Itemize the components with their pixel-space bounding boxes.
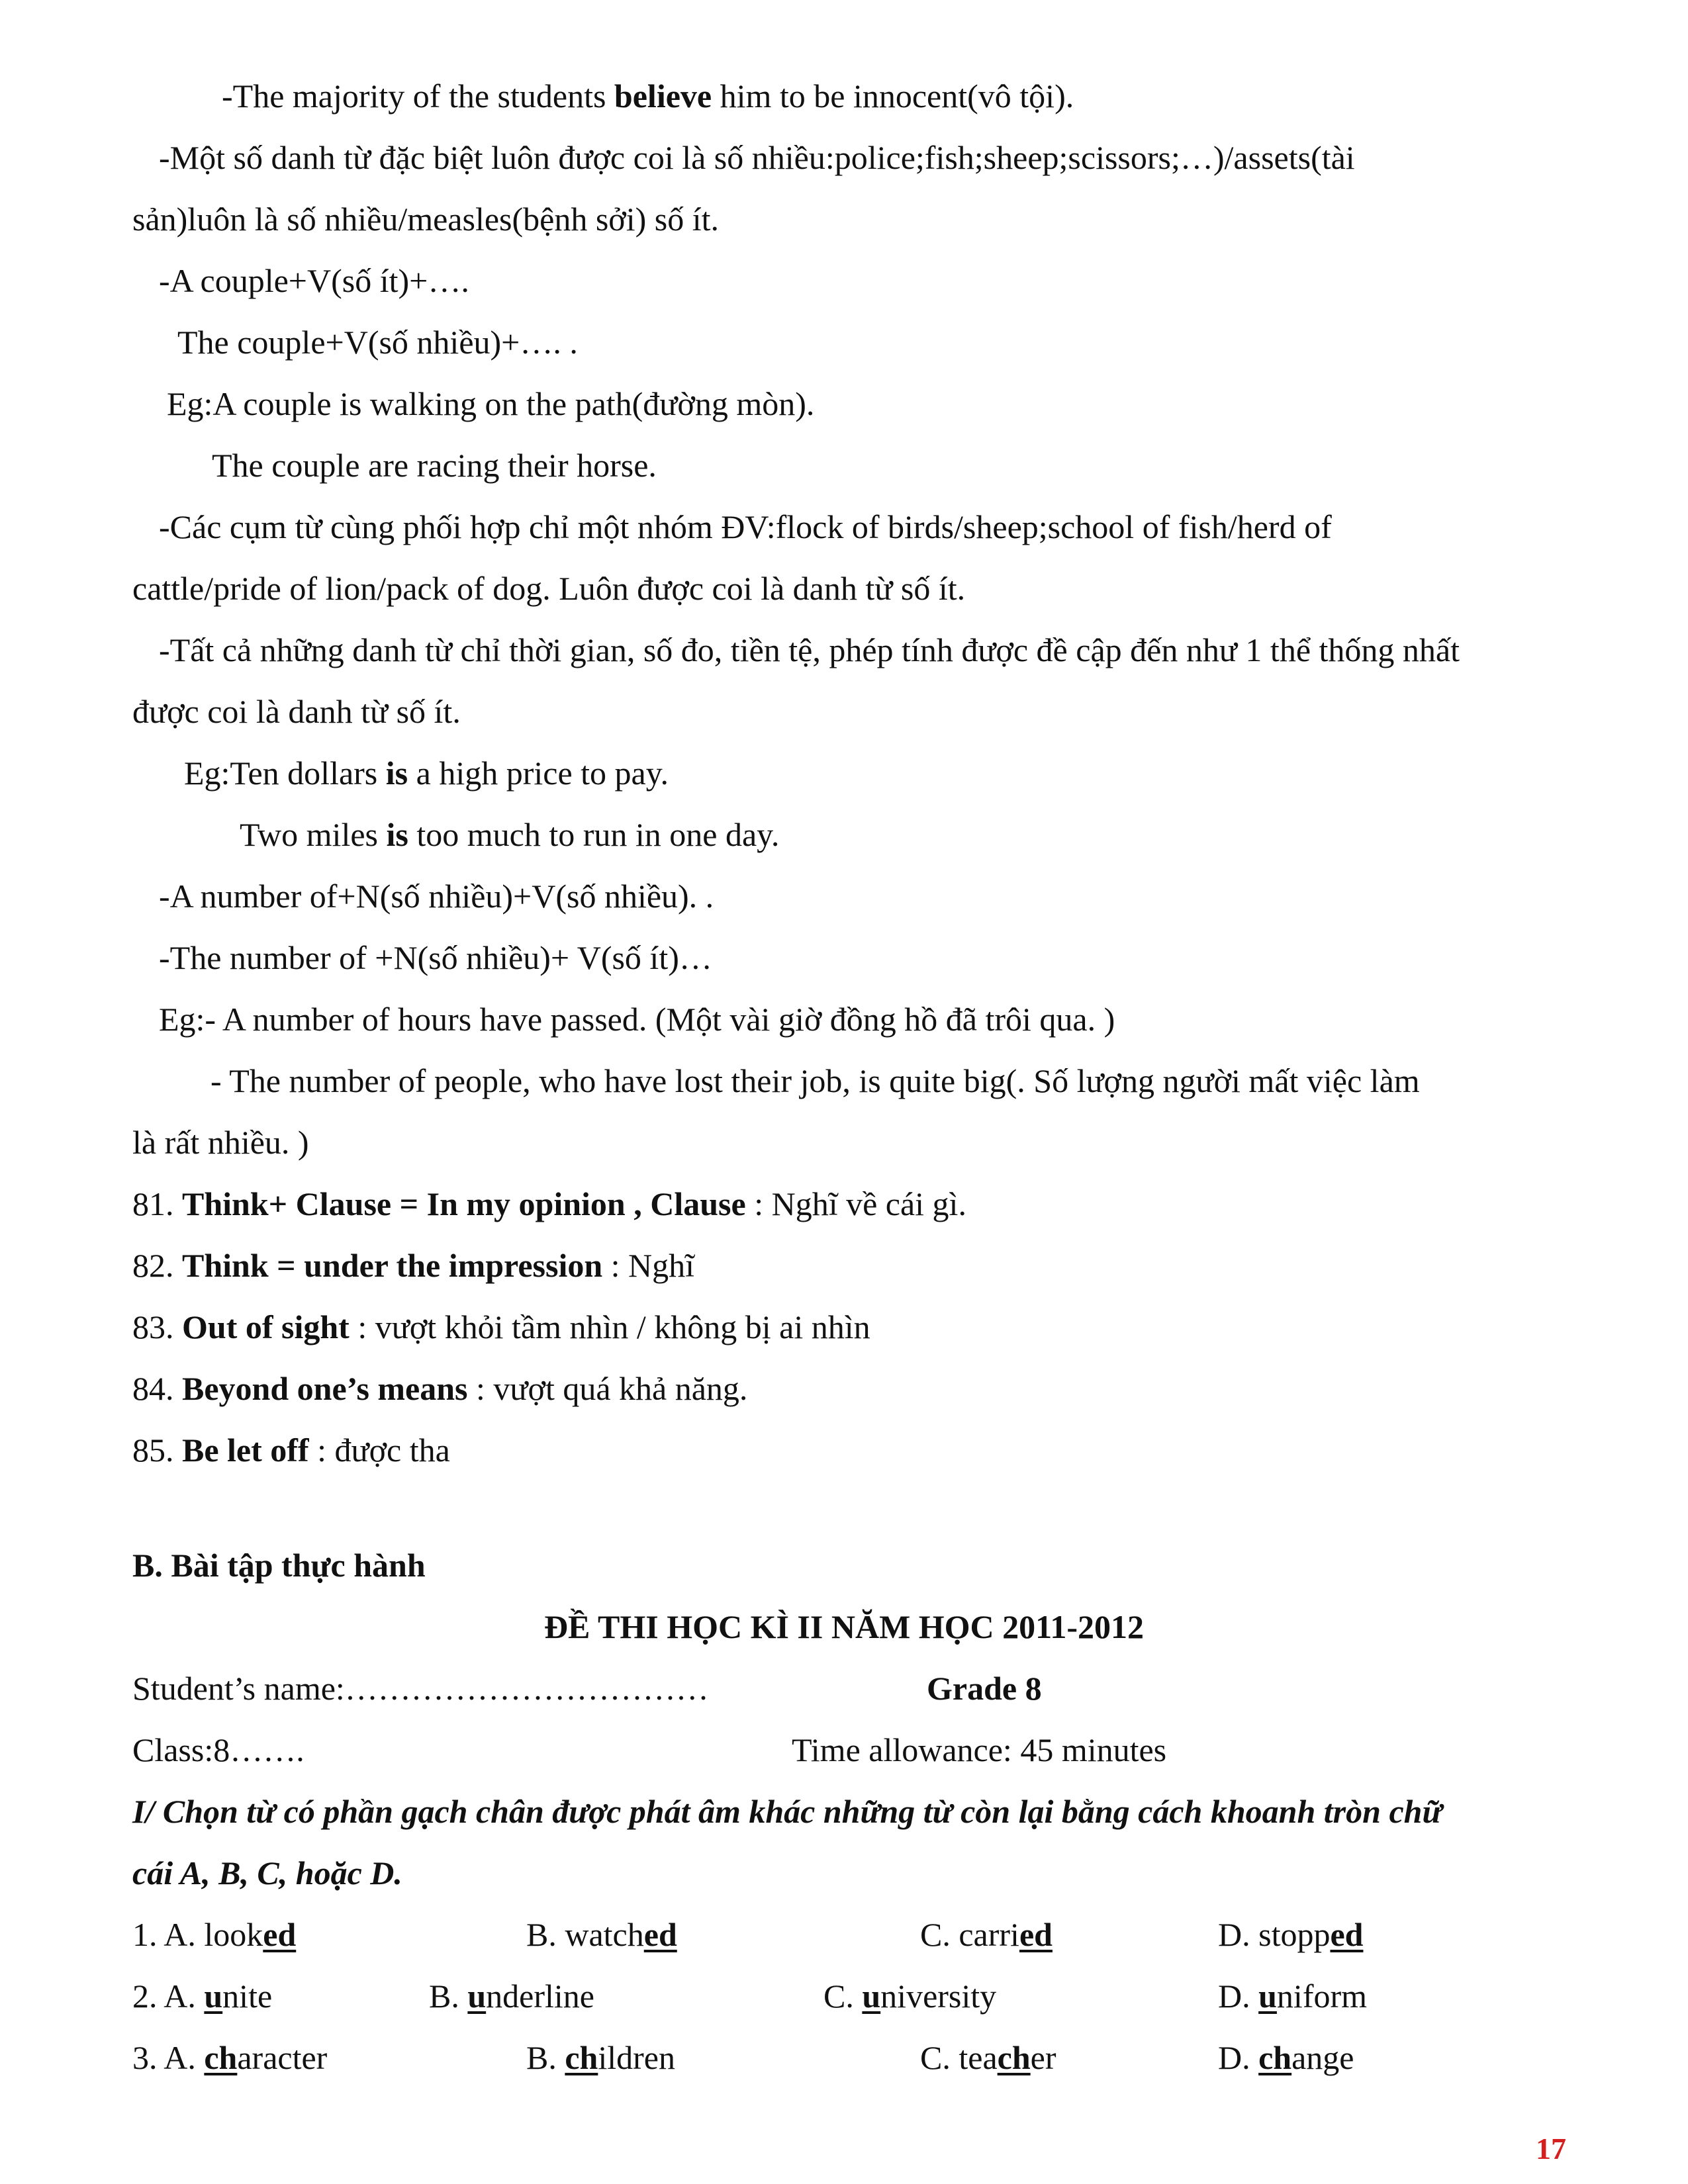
option-letter: D.: [1218, 1916, 1259, 1953]
word-part: niversity: [880, 1978, 997, 2015]
student-name-label: Student’s name:……………………………: [132, 1670, 709, 1707]
note-line-3: sản)luôn là số nhiều/measles(bệnh sởi) số ít.: [132, 201, 720, 238]
note-line-4: -A couple+V(số ít)+….: [159, 262, 469, 299]
instruction-line-1: I/ Chọn từ có phần gạch chân được phát âm khác những từ còn lại bằng cách khoanh tròn chữ: [132, 1793, 1442, 1830]
item-meaning: : vượt quá khả năng.: [467, 1370, 748, 1407]
underlined-sound: u: [204, 1978, 223, 2015]
item-term: Beyond one’s means: [182, 1370, 468, 1407]
note-line-5: The couple+V(số nhiều)+…. .: [177, 324, 578, 361]
word-part: nite: [222, 1978, 273, 2015]
item-meaning: : Nghĩ về cái gì.: [745, 1185, 966, 1222]
item-meaning: : vượt khỏi tầm nhìn / không bị ai nhìn: [349, 1308, 870, 1345]
note-line-8: -Các cụm từ cùng phối hợp chỉ một nhóm ĐV:flock of birds/sheep;school of fish/herd of: [159, 508, 1332, 545]
item-number: 83.: [132, 1308, 182, 1345]
word-part: ildren: [598, 2039, 675, 2076]
note-line-15: -The number of +N(số nhiều)+ V(số ít)…: [159, 939, 712, 976]
note-bold: is: [386, 816, 408, 853]
note-line-12: [184, 753, 669, 793]
word-part: nderline: [486, 1978, 594, 2015]
question-1-option-c: [920, 1915, 1053, 1954]
note-line-2: -Một số danh từ đặc biệt luôn được coi là số nhiều:police;fish;sheep;scissors;…)/assets(tài: [159, 139, 1355, 176]
option-letter: D.: [1218, 2039, 1259, 2076]
question-2-option-d: [1218, 1976, 1367, 2016]
question-number: 3. A.: [132, 2039, 205, 2076]
item-number: 85.: [132, 1432, 182, 1469]
option-letter: C.: [823, 1978, 863, 2015]
note-bold: is: [385, 754, 408, 792]
underlined-sound: u: [467, 1978, 487, 2015]
time-allowance: Time allowance: 45 minutes: [792, 1731, 1167, 1768]
option-letter: B.: [526, 1916, 565, 1953]
word-part: aracter: [237, 2039, 328, 2076]
instruction-line-2: cái A, B, C, hoặc D.: [132, 1854, 402, 1891]
note-line-14: -A number of+N(số nhiều)+V(số nhiều). .: [159, 878, 714, 915]
option-letter: C.: [920, 2039, 959, 2076]
word-part: look: [204, 1916, 263, 1953]
item-83: [132, 1307, 870, 1347]
note-line-17: - The number of people, who have lost their job, is quite big(. Số lượng người mất việc làm: [211, 1062, 1420, 1099]
question-2-option-a: [132, 1976, 272, 2016]
question-number: 2. A.: [132, 1978, 205, 2015]
note-text: a high price to pay.: [408, 754, 669, 792]
underlined-sound: ch: [997, 2039, 1031, 2076]
underlined-sound: u: [862, 1978, 881, 2015]
word-part: stopp: [1258, 1916, 1331, 1953]
question-3-option-b: [526, 2038, 675, 2077]
option-letter: B.: [526, 2039, 565, 2076]
word-part: niform: [1276, 1978, 1368, 2015]
item-term: Be let off: [182, 1432, 309, 1469]
word-part: tea: [959, 2039, 998, 2076]
class-label: Class:8…….: [132, 1731, 305, 1768]
underlined-sound: ed: [1019, 1916, 1053, 1953]
question-3-option-a: [132, 2038, 327, 2077]
note-line-13: [240, 815, 779, 854]
note-line-6: Eg:A couple is walking on the path(đường mòn).: [167, 385, 815, 422]
option-letter: B.: [429, 1978, 468, 2015]
note-text: Two miles: [240, 816, 387, 853]
item-meaning: : Nghĩ: [602, 1247, 695, 1284]
note-text: -The majority of the students: [222, 77, 614, 114]
option-letter: D.: [1218, 1978, 1259, 2015]
word-part: watch: [565, 1916, 644, 1953]
item-81: [132, 1184, 966, 1224]
question-3-option-d: [1218, 2038, 1354, 2077]
item-term: Out of sight: [182, 1308, 350, 1345]
question-2-option-c: [823, 1976, 996, 2016]
note-line-1: [222, 76, 1074, 116]
question-1-option-b: [526, 1915, 677, 1954]
section-heading: B. Bài tập thực hành: [132, 1547, 426, 1584]
underlined-sound: ed: [1330, 1916, 1364, 1953]
note-line-7: The couple are racing their horse.: [212, 447, 657, 484]
page-number: 17: [1536, 2132, 1566, 2165]
note-text: him to be innocent(vô tội).: [712, 77, 1074, 114]
underlined-sound: ch: [565, 2039, 598, 2076]
underlined-sound: ch: [204, 2039, 238, 2076]
item-number: 84.: [132, 1370, 182, 1407]
note-line-10: -Tất cả những danh từ chỉ thời gian, số đo, tiền tệ, phép tính được đề cập đến như 1 thể thống nhất: [159, 631, 1460, 668]
item-term: Think+ Clause = In my opinion , Clause: [182, 1185, 746, 1222]
question-2-option-b: [429, 1976, 594, 2016]
note-line-9: cattle/pride of lion/pack of dog. Luôn được coi là danh từ số ít.: [132, 570, 966, 607]
note-line-16: Eg:- A number of hours have passed. (Một vài giờ đồng hồ đã trôi qua. ): [159, 1001, 1115, 1038]
exam-title: ĐỀ THI HỌC KÌ II NĂM HỌC 2011-2012: [543, 1608, 1145, 1645]
note-text: Eg:Ten dollars: [184, 754, 386, 792]
item-84: [132, 1369, 747, 1408]
note-line-18: là rất nhiều. ): [132, 1124, 309, 1161]
underlined-sound: ch: [1258, 2039, 1292, 2076]
question-number: 1. A.: [132, 1916, 205, 1953]
item-meaning: : được tha: [308, 1432, 450, 1469]
item-term: Think = under the impression: [182, 1247, 603, 1284]
item-82: [132, 1246, 694, 1285]
item-number: 82.: [132, 1247, 182, 1284]
question-3-option-c: [920, 2038, 1056, 2077]
underlined-sound: ed: [643, 1916, 677, 1953]
note-bold: believe: [614, 77, 712, 114]
word-part: ange: [1291, 2039, 1354, 2076]
grade-label: Grade 8: [927, 1670, 1042, 1707]
word-part: carri: [959, 1916, 1019, 1953]
option-letter: C.: [920, 1916, 959, 1953]
underlined-sound: ed: [263, 1916, 297, 1953]
underlined-sound: u: [1258, 1978, 1277, 2015]
question-1-option-a: [132, 1915, 296, 1954]
item-85: [132, 1430, 450, 1470]
word-part: er: [1030, 2039, 1056, 2076]
item-number: 81.: [132, 1185, 182, 1222]
question-1-option-d: [1218, 1915, 1363, 1954]
note-text: too much to run in one day.: [408, 816, 780, 853]
note-line-11: được coi là danh từ số ít.: [132, 693, 461, 730]
